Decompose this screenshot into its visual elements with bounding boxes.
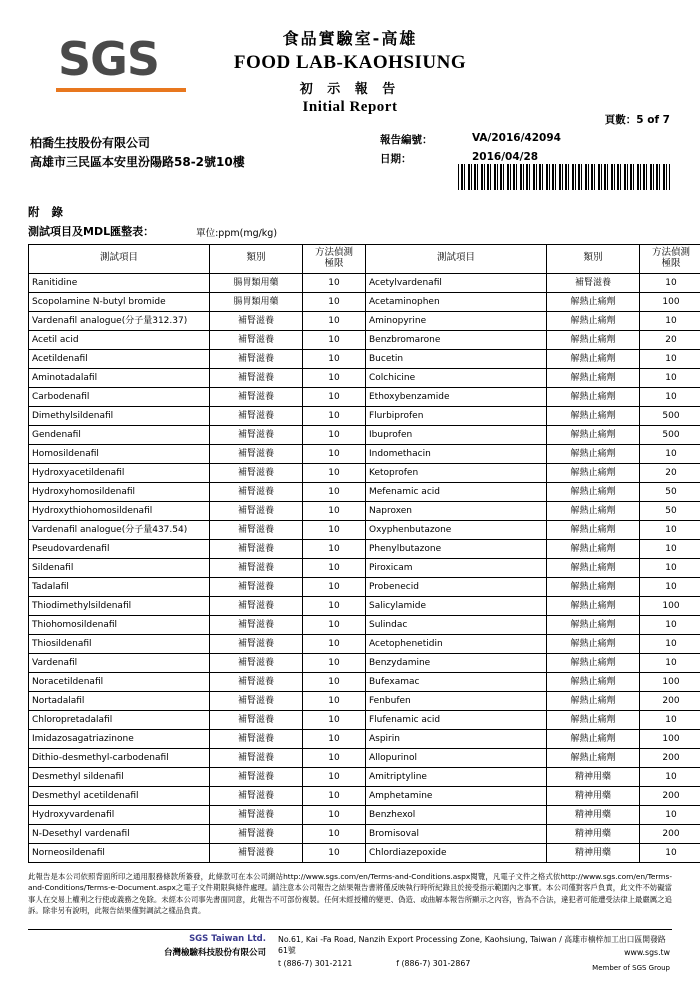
cell-name-left: Noracetildenafil [29,672,210,691]
cell-name-left: Vardenafil analogue(分子量312.37) [29,311,210,330]
cell-limit-right: 10 [640,520,700,539]
cell-name-left: Nortadalafil [29,691,210,710]
cell-category-right: 解熱止痛劑 [547,444,640,463]
cell-limit-right: 10 [640,710,700,729]
cell-name-left: Norneosildenafil [29,843,210,862]
cell-limit-left: 10 [303,520,366,539]
cell-category-left: 補腎滋養 [210,558,303,577]
cell-limit-right: 20 [640,463,700,482]
cell-category-left: 補腎滋養 [210,349,303,368]
cell-limit-left: 10 [303,330,366,349]
cell-name-right: Benzydamine [366,653,547,672]
cell-limit-left: 10 [303,691,366,710]
table-row [29,292,700,311]
cell-category-left: 補腎滋養 [210,615,303,634]
cell-limit-left: 10 [303,349,366,368]
cell-limit-left: 10 [303,482,366,501]
cell-limit-left: 10 [303,767,366,786]
cell-category-left: 補腎滋養 [210,444,303,463]
cell-category-left: 補腎滋養 [210,634,303,653]
cell-category-left: 補腎滋養 [210,596,303,615]
cell-category-left: 補腎滋養 [210,330,303,349]
footer-company-cn: 台灣檢驗科技股份有限公司 [163,947,266,958]
cell-name-left: Hydroxyhomosildenafil [29,482,210,501]
cell-limit-left: 10 [303,501,366,520]
cell-limit-right: 500 [640,425,700,444]
cell-category-right: 解熱止痛劑 [547,634,640,653]
cell-limit-left: 10 [303,463,366,482]
cell-limit-left: 10 [303,368,366,387]
cell-name-left: Pseudovardenafil [29,539,210,558]
cell-limit-left: 10 [303,824,366,843]
cell-category-right: 解熱止痛劑 [547,311,640,330]
table-row [29,330,700,349]
cell-category-left: 補腎滋養 [210,311,303,330]
cell-category-left: 補腎滋養 [210,425,303,444]
mdl-table-body [29,273,700,862]
cell-category-right: 解熱止痛劑 [547,653,640,672]
cell-category-right: 解熱止痛劑 [547,729,640,748]
table-row [29,843,700,862]
cell-limit-left: 10 [303,672,366,691]
cell-category-right: 解熱止痛劑 [547,349,640,368]
report-date-value: 2016/04/28 [472,151,539,163]
cell-category-right: 解熱止痛劑 [547,577,640,596]
cell-limit-right: 10 [640,843,700,862]
cell-limit-right: 50 [640,501,700,520]
table-row [29,672,700,691]
cell-category-right: 解熱止痛劑 [547,482,640,501]
cell-limit-right: 10 [640,634,700,653]
cell-category-right: 解熱止痛劑 [547,387,640,406]
cell-category-left: 補腎滋養 [210,843,303,862]
header-category-right: 類別 [547,245,640,274]
cell-category-left: 腸胃類用藥 [210,273,303,292]
cell-name-right: Acetaminophen [366,292,547,311]
cell-limit-left: 10 [303,425,366,444]
cell-name-right: Colchicine [366,368,547,387]
client-name: 柏喬生技股份有限公司 [30,136,151,150]
cell-name-right: Benzhexol [366,805,547,824]
cell-limit-left: 10 [303,805,366,824]
cell-category-right: 解熱止痛劑 [547,292,640,311]
table-row [29,387,700,406]
cell-name-left: Vardenafil [29,653,210,672]
footer-fax: f (886-7) 301-2867 [396,959,471,969]
cell-category-right: 精神用藥 [547,767,640,786]
cell-name-left: Desmethyl sildenafil [29,767,210,786]
cell-limit-right: 200 [640,691,700,710]
client-address-line: 高雄市三民區本安里汾陽路58-2號10樓 [30,154,245,169]
cell-name-right: Salicylamide [366,596,547,615]
cell-name-left: Dimethylsildenafil [29,406,210,425]
cell-limit-right: 100 [640,729,700,748]
table-row [29,558,700,577]
cell-name-right: Bufexamac [366,672,547,691]
cell-limit-left: 10 [303,786,366,805]
table-row [29,691,700,710]
report-date-label: 日期： [380,153,412,165]
cell-category-right: 解熱止痛劑 [547,463,640,482]
appendix-title: 附 錄 [28,205,68,219]
cell-category-right: 解熱止痛劑 [547,710,640,729]
report-subtitle-en: Initial Report [302,99,398,115]
cell-category-left: 補腎滋養 [210,805,303,824]
table-row [29,729,700,748]
cell-limit-right: 10 [640,558,700,577]
header-name-right: 測試項目 [366,245,547,274]
cell-category-left: 補腎滋養 [210,482,303,501]
cell-name-right: Amitriptyline [366,767,547,786]
table-row [29,653,700,672]
table-row [29,539,700,558]
table-row [29,311,700,330]
cell-limit-left: 10 [303,387,366,406]
footer-tel: t (886-7) 301-2121 [278,959,353,969]
cell-limit-left: 10 [303,710,366,729]
table-row [29,748,700,767]
cell-name-right: Phenylbutazone [366,539,547,558]
header-limit-left-line2: 極限 [324,257,344,269]
appendix-subhead-row [28,223,672,239]
cell-limit-right: 10 [640,311,700,330]
cell-category-left: 補腎滋養 [210,577,303,596]
cell-category-left: 補腎滋養 [210,672,303,691]
cell-name-left: Ranitidine [29,273,210,292]
header-titles [28,26,672,116]
cell-category-left: 補腎滋養 [210,767,303,786]
cell-name-right: Piroxicam [366,558,547,577]
report-number-row [380,132,670,147]
cell-name-right: Aspirin [366,729,547,748]
cell-name-left: Thiodimethylsildenafil [29,596,210,615]
cell-limit-right: 50 [640,482,700,501]
cell-limit-left: 10 [303,596,366,615]
cell-name-right: Fenbufen [366,691,547,710]
cell-category-right: 精神用藥 [547,786,640,805]
cell-limit-left: 10 [303,444,366,463]
cell-limit-left: 10 [303,748,366,767]
cell-name-right: Amphetamine [366,786,547,805]
cell-limit-left: 10 [303,273,366,292]
cell-category-left: 補腎滋養 [210,387,303,406]
page-number: 頁數：5 of 7 [604,114,670,126]
table-header-row [29,245,700,274]
table-row [29,615,700,634]
cell-name-left: Gendenafil [29,425,210,444]
cell-limit-right: 10 [640,767,700,786]
header-limit-right-line1: 方法偵測 [651,247,690,258]
client-address [30,134,245,171]
cell-name-left: Vardenafil analogue(分子量437.54) [29,520,210,539]
footer-company-en: SGS Taiwan Ltd. [189,933,266,944]
cell-category-left: 補腎滋養 [210,368,303,387]
cell-limit-left: 10 [303,615,366,634]
cell-limit-left: 10 [303,843,366,862]
report-number-value: VA/2016/42094 [472,132,561,144]
cell-category-right: 解熱止痛劑 [547,368,640,387]
footer-website[interactable]: www.sgs.tw [624,947,670,957]
cell-category-left: 補腎滋養 [210,748,303,767]
cell-category-left: 補腎滋養 [210,786,303,805]
cell-limit-right: 200 [640,786,700,805]
cell-category-left: 補腎滋養 [210,710,303,729]
cell-name-left: Carbodenafil [29,387,210,406]
cell-limit-right: 10 [640,805,700,824]
cell-name-right: Bromisoval [366,824,547,843]
cell-name-right: Mefenamic acid [366,482,547,501]
cell-limit-left: 10 [303,292,366,311]
cell-category-right: 解熱止痛劑 [547,539,640,558]
cell-name-right: Ketoprofen [366,463,547,482]
cell-category-left: 補腎滋養 [210,824,303,843]
cell-category-right: 解熱止痛劑 [547,501,640,520]
cell-name-right: Indomethacin [366,444,547,463]
cell-limit-right: 10 [640,577,700,596]
cell-name-right: Sulindac [366,615,547,634]
terms-note: 此報告是本公司依照背面所印之通用服務條款所簽發，此條款可在本公司網站http://www.sgs.com/en/Terms-and-Conditions.aspx閱覽，凡電子文件之格式依http://www.sgs.com/en/Terms-and-Conditions/Terms-e-Document.aspx之電子文件期限與條件處理。請注意本公司報告之結果報告書將僅反映執行時所紀錄且於接受指示範圍內之事實。本公司僅對客戶負責，此文件不妨礙當事人在交易上權利之行使或義務之免除。未經本公司事先書面同意，此報告不可部份複製。任何未經授權的變更、偽造、或曲解本報告所顯示之內容，皆為不合法，違犯者可能遭受法律上最嚴厲之追訴。除非另有說明，此報告結果僅對調試之樣品負責。 [28,871,672,916]
table-row [29,710,700,729]
cell-category-left: 補腎滋養 [210,539,303,558]
cell-name-right: Flufenamic acid [366,710,547,729]
appendix-subhead: 測試項目及MDL匯整表： [28,225,155,238]
cell-name-right: Naproxen [366,501,547,520]
cell-name-left: Sildenafil [29,558,210,577]
cell-category-right: 精神用藥 [547,824,640,843]
cell-name-left: Desmethyl acetildenafil [29,786,210,805]
footer-address: No.61, Kai -Fa Road, Nanzih Export Processing Zone, Kaohsiung, Taiwan / 高雄市楠梓加工出口區開發路61號 [278,934,666,956]
header-limit-right [640,245,700,274]
cell-name-left: Tadalafil [29,577,210,596]
cell-limit-left: 10 [303,634,366,653]
cell-name-right: Allopurinol [366,748,547,767]
cell-category-left: 腸胃類用藥 [210,292,303,311]
cell-limit-left: 10 [303,653,366,672]
cell-name-left: Hydroxyvardenafil [29,805,210,824]
cell-category-right: 解熱止痛劑 [547,691,640,710]
cell-category-left: 補腎滋養 [210,520,303,539]
appendix-section [28,204,672,239]
report-header [28,0,672,115]
report-info-band [28,112,672,202]
cell-limit-right: 10 [640,387,700,406]
table-row [29,425,700,444]
cell-name-right: Ibuprofen [366,425,547,444]
barcode-icon [458,164,670,190]
sgs-logo: SGS [58,32,160,86]
cell-name-right: Acetylvardenafil [366,273,547,292]
cell-category-right: 精神用藥 [547,843,640,862]
cell-category-right: 解熱止痛劑 [547,406,640,425]
cell-name-left: N-Desethyl vardenafil [29,824,210,843]
cell-name-left: Thiohomosildenafil [29,615,210,634]
table-row [29,463,700,482]
table-row [29,406,700,425]
cell-name-right: Ethoxybenzamide [366,387,547,406]
cell-name-right: Aminopyrine [366,311,547,330]
table-row [29,368,700,387]
cell-limit-left: 10 [303,311,366,330]
cell-limit-right: 10 [640,349,700,368]
report-subtitle-cn: 初 示 報 告 [299,82,401,97]
table-row [29,349,700,368]
footer-company [126,934,266,958]
cell-name-left: Imidazosagatriazinone [29,729,210,748]
report-number-label: 報告編號： [380,134,433,146]
cell-limit-right: 100 [640,292,700,311]
table-row [29,634,700,653]
cell-category-right: 解熱止痛劑 [547,672,640,691]
cell-name-right: Chlordiazepoxide [366,843,547,862]
cell-name-left: Chloropretadalafil [29,710,210,729]
cell-limit-right: 200 [640,748,700,767]
cell-limit-right: 100 [640,672,700,691]
cell-category-left: 補腎滋養 [210,463,303,482]
lab-title-en: FOOD LAB-KAOHSIUNG [233,52,467,73]
cell-limit-right: 10 [640,653,700,672]
lab-title-cn: 食品實驗室-高雄 [282,29,418,48]
cell-name-right: Acetophenetidin [366,634,547,653]
cell-limit-right: 10 [640,444,700,463]
cell-category-left: 補腎滋養 [210,406,303,425]
header-limit-left-line1: 方法偵測 [314,247,353,258]
cell-name-left: Acetil acid [29,330,210,349]
cell-name-right: Benzbromarone [366,330,547,349]
cell-limit-right: 10 [640,368,700,387]
cell-category-right: 解熱止痛劑 [547,596,640,615]
header-name-left: 測試項目 [29,245,210,274]
footer-member: Member of SGS Group [592,963,670,972]
cell-category-right: 解熱止痛劑 [547,558,640,577]
cell-limit-left: 10 [303,539,366,558]
table-row [29,273,700,292]
table-row [29,767,700,786]
cell-name-right: Flurbiprofen [366,406,547,425]
table-row [29,596,700,615]
cell-name-left: Hydroxyacetildenafil [29,463,210,482]
cell-name-left: Scopolamine N-butyl bromide [29,292,210,311]
table-row [29,824,700,843]
cell-limit-right: 10 [640,273,700,292]
table-row [29,482,700,501]
cell-category-left: 補腎滋養 [210,653,303,672]
cell-name-left: Homosildenafil [29,444,210,463]
cell-name-left: Dithio-desmethyl-carbodenafil [29,748,210,767]
cell-category-right: 解熱止痛劑 [547,520,640,539]
table-row [29,520,700,539]
table-row [29,805,700,824]
cell-limit-left: 10 [303,577,366,596]
table-row [29,577,700,596]
cell-limit-left: 10 [303,406,366,425]
cell-name-left: Thiosildenafil [29,634,210,653]
cell-name-right: Probenecid [366,577,547,596]
cell-limit-right: 10 [640,539,700,558]
cell-category-right: 解熱止痛劑 [547,330,640,349]
header-limit-right-line2: 極限 [661,257,681,269]
cell-name-right: Oxyphenbutazone [366,520,547,539]
cell-category-right: 解熱止痛劑 [547,425,640,444]
cell-limit-right: 200 [640,824,700,843]
table-row [29,786,700,805]
cell-name-right: Bucetin [366,349,547,368]
header-category-left: 類別 [210,245,303,274]
cell-category-left: 補腎滋養 [210,501,303,520]
cell-category-right: 精神用藥 [547,805,640,824]
table-row [29,444,700,463]
cell-limit-right: 100 [640,596,700,615]
mdl-table [28,244,700,863]
unit-label: 單位:ppm(mg/kg) [196,228,278,239]
cell-name-left: Hydroxythiohomosildenafil [29,501,210,520]
cell-category-left: 補腎滋養 [210,729,303,748]
cell-name-left: Aminotadalafil [29,368,210,387]
cell-category-right: 解熱止痛劑 [547,615,640,634]
cell-name-left: Acetildenafil [29,349,210,368]
cell-category-right: 解熱止痛劑 [547,748,640,767]
cell-limit-right: 20 [640,330,700,349]
mdl-table-head [29,245,700,274]
cell-limit-right: 10 [640,615,700,634]
footer-bar [28,929,672,976]
cell-limit-left: 10 [303,729,366,748]
cell-limit-left: 10 [303,558,366,577]
cell-limit-right: 500 [640,406,700,425]
header-limit-left [303,245,366,274]
cell-category-left: 補腎滋養 [210,691,303,710]
table-row [29,501,700,520]
cell-category-right: 補腎滋養 [547,273,640,292]
